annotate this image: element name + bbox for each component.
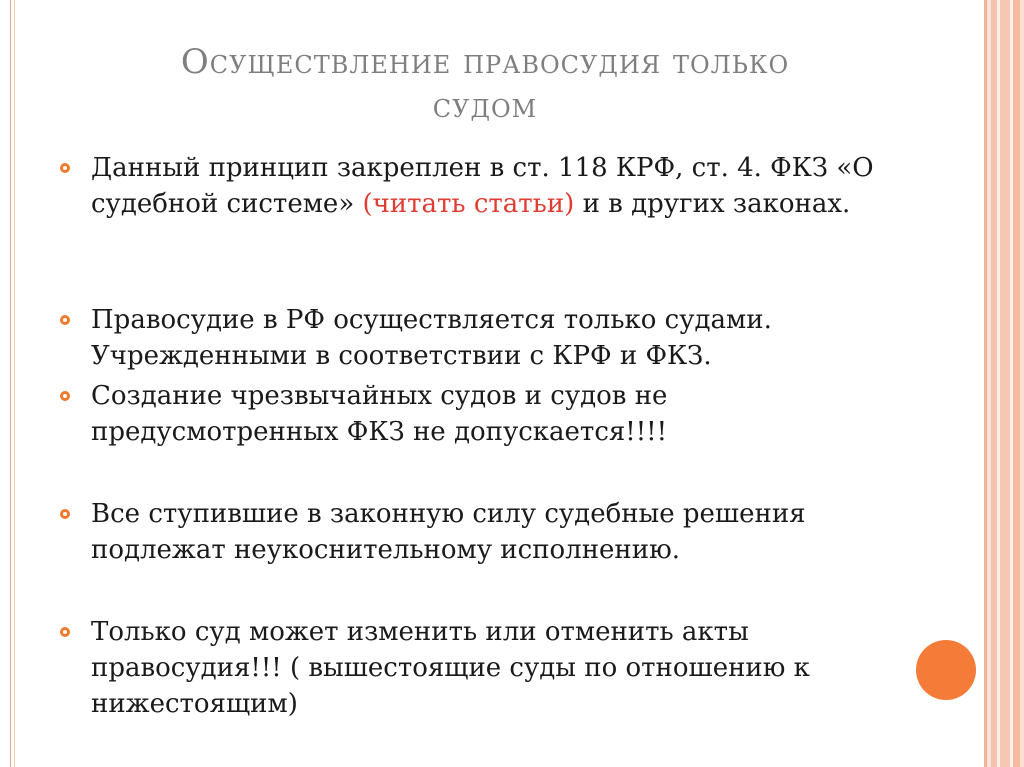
bullet-circle-icon	[60, 627, 70, 637]
list-item-5	[60, 614, 920, 722]
list-item-3	[60, 378, 920, 450]
list-item-2	[60, 302, 920, 374]
list-item-4	[60, 496, 920, 568]
bullet-text-5: Только суд может изменить или отменить акты правосудия!!! ( вышестоящие суды по отношению к нижестоящим)	[91, 617, 810, 719]
bullet-circle-icon	[60, 391, 70, 401]
stripe	[1020, 0, 1024, 767]
bullet-circle-icon	[60, 315, 70, 325]
left-border-line	[10, 0, 11, 767]
stripe	[1000, 0, 1010, 767]
stripe	[1013, 0, 1020, 767]
slide-title-line-1: Осуществление правосудия только	[180, 42, 790, 82]
bullet-text-4: Все ступившие в законную силу судебные решения подлежат неукоснительному исполнению.	[91, 499, 806, 565]
read-articles-highlight: (читать статьи)	[362, 189, 575, 219]
bullet-text-1	[91, 150, 920, 222]
slide-title-line-2: судом	[432, 86, 538, 126]
bullet-circle-icon	[60, 509, 70, 519]
bullet-text-2: Правосудие в РФ осуществляется только судами. Учрежденными в соответствии с КРФ и ФКЗ.	[91, 305, 772, 371]
bullet-text-1-part2: и в других законах.	[574, 189, 851, 219]
decorative-circle-icon	[916, 640, 976, 700]
list-item-1	[60, 150, 920, 222]
bullet-circle-icon	[60, 163, 70, 173]
bullet-text-1-part1: Данный принцип закреплен в ст. 118 КРФ, ст. 4. ФКЗ «О судебной системе»	[91, 153, 874, 219]
right-decorative-stripes	[984, 0, 1024, 767]
slide-title	[70, 40, 900, 128]
left-border-line-inner	[14, 0, 15, 767]
bullet-text-3: Создание чрезвычайных судов и судов не предусмотренных ФКЗ не допускается!!!!	[91, 381, 668, 447]
